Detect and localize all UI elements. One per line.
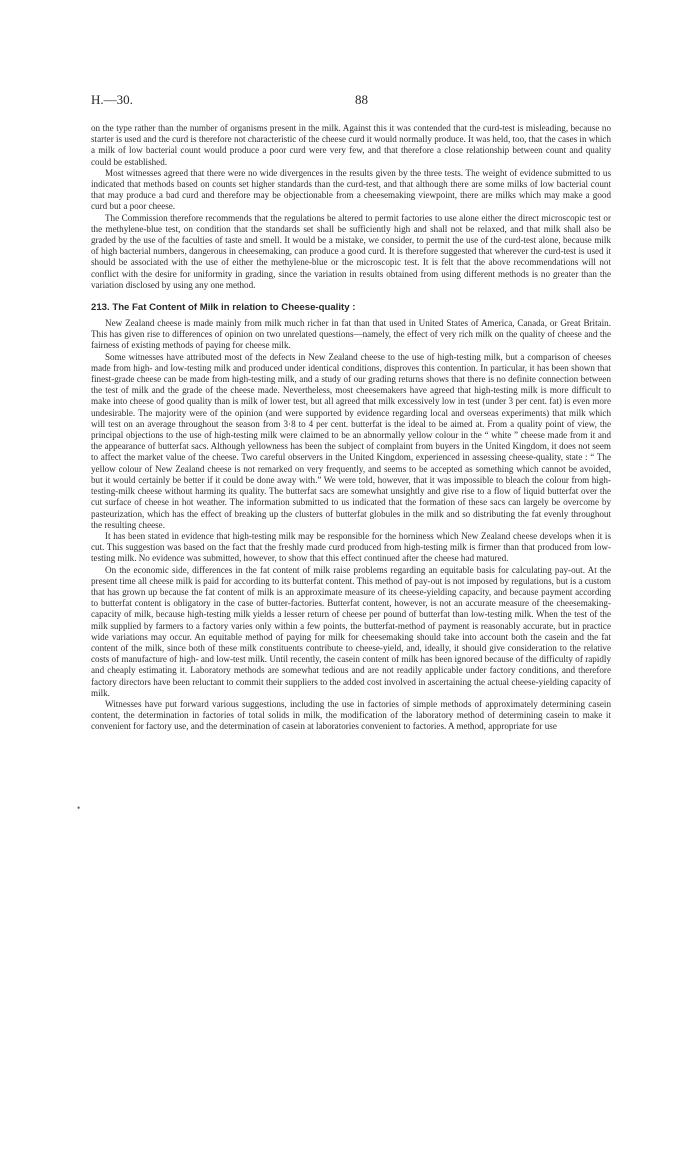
paragraph: Most witnesses agreed that there were no wide divergences in the results given by the three tests. The weight of evidence submitted to us indicated that methods based on counts set higher standards than the curd-test, and that although there are some milks of low bacterial count that may produce a bad curd and therefore may be objectionable from a cheesemaking viewpoint, there are milks which may make a good curd but a poor cheese. <box>91 167 611 212</box>
paragraph: On the economic side, differences in the fat content of milk raise problems regarding an equitable basis for calculating pay-out. At the present time all cheese milk is paid for according to its butterfat content. This method of pay-out is not imposed by regulations, but is a custom that has grown up because the fat content of milk is an approximate measure of its cheese-yielding capacity, and because payment according to butterfat content is obligatory in the case of butter-factories. Butterfat content, however, is not an accurate measure of the cheesemaking-capacity of milk, because high-testing milk yields a lesser return of cheese per pound of butterfat than low-testing milk. When the test of the milk supplied by farmers to a factory varies only within a few points, the butterfat-method of payment is reasonably accurate, but in practice wide variations may occur. An equitable method of paying for milk for cheesemaking should take into account both the casein and the fat content of the milk, since both of these milk constituents contribute to cheese-yield, and, ideally, it should give consideration to the relative costs of manufacture of high- and low-test milk. Until recently, the casein content of milk has been ignored because of the difficulty of rapidly and cheaply estimating it. Laboratory methods are somewhat tedious and are not readily applicable under factory conditions, and therefore factory directors have been reluctant to commit their suppliers to the added cost involved in ascertaining the actual cheese-yielding capacity of milk. <box>91 564 611 698</box>
paragraph: It has been stated in evidence that high-testing milk may be responsible for the horniness which New Zealand cheese develops when it is cut. This suggestion was based on the fact that the freshly made curd produced from high-testing milk is firmer than that produced from low-testing milk. No evidence was submitted, however, to show that this effect continued after the cheese had matured. <box>91 530 611 564</box>
paragraph: Witnesses have put forward various suggestions, including the use in factories of simple methods of approximately determining casein content, the determination in factories of total solids in milk, the modification of the laboratory method of determining casein to make it convenient for factory use, and the determination of casein at laboratories convenient to factories. A method, appropriate for use <box>91 698 611 732</box>
paragraph: New Zealand cheese is made mainly from milk much richer in fat than that used in United States of America, Canada, or Great Britain. This has given rise to differences of opinion on two unrelated questions—namely, the effect of very rich milk on the quality of cheese and the fairness of existing methods of paying for cheese milk. <box>91 318 611 351</box>
report-reference: H.—30. <box>91 92 133 107</box>
paragraph: Some witnesses have attributed most of the defects in New Zealand cheese to the use of high-testing milk, but a comparison of cheeses made from high- and low-testing milk and produced under identical conditions, disproves this contention. In particular, it has been shown that finest-grade cheese can be made from high-testing milk, and a study of our grading returns shows that there is no definite connection between the test of milk and the grade of the cheese made. Nevertheless, most cheesemakers have agreed that high-testing milk is more difficult to make into cheese of good quality than is milk of lower test, but all agreed that milk excessively low in test (under 3 per cent. fat) is even more undesirable. The majority were of the opinion (and were supported by evidence regarding local and overseas experiments) that milk which will test on an average throughout the season from 3·8 to 4 per cent. butterfat is the ideal to be aimed at. From a quality point of view, the principal objections to the use of high-testing milk were claimed to be an abnormally yellow colour in the “ white ” cheese made from it and the appearance of butterfat sacs. Although yellowness has been the subject of complaint from buyers in the United Kingdom, it does not seem to affect the market value of the cheese. Two careful observers in the United Kingdom, experienced in assessing cheese-quality, state : “ The yellow colour of New Zealand cheese is not remarked on very frequently, and seems to be accepted as something which cannot be avoided, but it would certainly be better if it could be done away with.” We were told, however, that it was impossible to bleach the colour from high-testing-milk cheese without harming its quality. The butterfat sacs are somewhat unsightly and give rise to a flow of liquid butterfat over the cut surface of cheese in hot weather. The information submitted to us indicated that the formation of these sacs can largely be overcome by pasteurization, which has the effect of breaking up the clusters of butterfat globules in the milk and so distributing the fat evenly throughout the resulting cheese. <box>91 351 611 530</box>
paragraph: on the type rather than the number of organisms present in the milk. Against this it was contended that the curd-test is misleading, because no starter is used and the curd is therefore not characteristic of the cheese curd it would normally produce. It was held, too, that the cases in which a milk of low bacterial count would produce a poor curd were very few, and that therefore a close relationship between count and quality could be established. <box>91 123 611 167</box>
margin-mark: • <box>77 803 81 813</box>
paragraph: The Commission therefore recommends that the regulations be altered to permit factories to use alone either the direct microscopic test or the methylene-blue test, on condition that the standards set shall be sufficiently high and shall not be relaxed, and that milk shall also be graded by the use of the faculties of taste and smell. It would be a mistake, we consider, to permit the use of the curd-test alone, because milk of high bacterial numbers, dangerous in cheesemaking, can produce a good curd. It is therefore suggested that wherever the curd-test is used it should be associated with the use of either the methylene-blue or the microscopic test. It is felt that the above recommendations will not conflict with the desire for uniformity in grading, since the variation in results obtained from using different methods is no greater than the variation disclosed by using any one method. <box>91 212 611 290</box>
body-text <box>91 123 611 733</box>
page-header <box>91 92 611 108</box>
section-heading: 213. The Fat Content of Milk in relation to Cheese-quality : <box>91 302 356 314</box>
page-number: 88 <box>355 92 368 107</box>
